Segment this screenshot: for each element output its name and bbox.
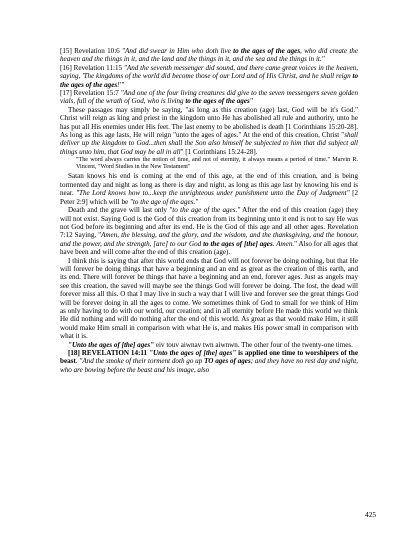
emphasis-run: "Unto the ages of [the] ages" (68, 340, 155, 349)
emphasis-run: , who did create the heaven and the things in it, and the land and the things in it, and the sea and the things in it." (60, 47, 358, 64)
emphasis-run: "And the seventh messenger did sound, and there came great voices in the heaven, saying, 'The kingdoms of the world did become those of our Lord and of His Christ, and he shall reign (60, 63, 359, 81)
emphasis-run: to the ages of [the] ages (203, 239, 273, 248)
emphasis-run: " (249, 97, 253, 106)
paragraph-satan: Satan knows his end is coming at the end of this age, at the end of this creation, and is being tormented day and night as long as there is day and night, as long as this age last by knowing his end is near. "The Lord knows how to...keep the unrighteous under punishment unto the Day of Judgment" [2 Peter 2:9] which will be "to the age of the ages." (60, 172, 358, 206)
emphasis-run: "to the age of the ages." (129, 197, 199, 206)
emphasis-run: . " (75, 357, 83, 366)
emphasis-run: shall deliver up the kingdom to God...then shall the Son also himself be subjected to him that did subject all things unto him, that God may be all in all (60, 131, 358, 156)
emphasis-run: "And did swear in Him who doth live (122, 47, 234, 55)
emphasis-run: . Amen. (272, 239, 295, 248)
emphasis-run: is applied one time to worshipers of the beast (60, 349, 358, 366)
emphasis-run: "And one of the four living creatures did give to the seven messengers seven golden vials, full of the wrath of God, who is living (60, 89, 358, 106)
emphasis-run: [18] REVELATION 14:11 (68, 349, 150, 357)
emphasis-run: "to the age of the ages." (169, 206, 241, 215)
paragraph-death-and-grave: Death and the grave will last only "to the age of the ages." After the end of this creation (age) they will not exist. Saying God is the God of this creation from its beginning unto it end is not to say He was not God before its beginning and after its end. He is the God of this age and all other ages. Revelation 7:12 Saying, "Amen, the blessing, and the glory, and the wisdom, and the thanksgiving, and the honour, and the power, and the strength, [are] to our God to the ages of [the] ages. Amen." Also for all ages that have been and will come after the end of this creation (age). (60, 206, 358, 257)
paragraph-greek-phrase: "Unto the ages of [the] ages" eiv touv aiwnav twn aiwnwn. The other four of the twenty-one times. (68, 340, 353, 349)
page-number: 425 (365, 510, 377, 519)
paragraph-commentary: These passages may simply be saying, "as long as this creation (age) last, God will be it's God." Christ will reign as king and priest in the kingdom unto He has abolished all rule and authority, unto he has put all His enemies under His feet. The last enemy to be abolished is death [1 Corinthians 15:20-28]. As long as this age lasts, He will reign "unto the ages of ages." At the end of this creation, Christ "shall deliver up the kingdom to God...then shall the Son also himself be subjected to him that did subject all things unto him, that God may be all in all" [1 Corinthians 15:24-28]. (60, 105, 358, 156)
emphasis-run: to the ages of the ages (233, 47, 301, 55)
emphasis-run: Amen, the blessing, and the glory, and the wisdom, and the thanksgiving, and the honour, and the power, and the strength, [are] to our God (60, 231, 358, 248)
paragraph-revelation-11-15: [16] Revelation 11:15 "And the seventh messenger did sound, and there came great voices in the heaven, saying, 'The kingdoms of the world did become those of our Lord and of His Christ, and he shall reign to the ages of the ages!'" (60, 63, 359, 89)
emphasis-run: And the smoke of their torment doth go up (82, 357, 205, 366)
paragraph-reflection: I think this is saying that after this world ends that God will not forever be doing nothing, but that He will forever be doing things that have a beginning and an end as great as the creation of this earth, and its end. There will forever be things that have a beginning and an end, forever ages. Just as angels may see this creation, the saved will maybe see the things God will forever be doing. The lost, the dead will forever miss all this. O that I may live in such a way that I will live and forever see the great things God will be forever doing in all the ages to come. We sometimes think of God to small for we think of Him as only having to do with our world, our creation; and in all eternity before He made this world we think He did nothing and will do nothing after the end of this world. As great as that would make Him, it still would make Him small in comparison with what He is, and makes His power small in comparison with what it is. (60, 256, 358, 341)
emphasis-run: "Unto the ages of [the] ages" (149, 349, 237, 357)
paragraph-revelation-10-6: [15] Revelation 10:6 "And did swear in Him who doth live to the ages of the ages, who did create the heaven and the things in it, and the land and the things in it, and the sea and the things in it." (60, 47, 358, 64)
emphasis-run: to the ages of the ages (60, 72, 358, 89)
body-text (60, 47, 358, 374)
paragraph-revelation-14-11 (60, 349, 358, 374)
vincent-quote: "The word always carries the notion of time, and not of eternity, it always means a period of time." Marvin R. Vincent, "Word Studies in the New Testament" (76, 157, 358, 171)
paragraph-revelation-15-7: [17] Revelation 15:7 "And one of the four living creatures did give to the seven messengers seven golden vials, full of the wrath of God, who is living to the ages of the ages" (60, 89, 358, 106)
emphasis-run: !'" (117, 80, 124, 89)
emphasis-run: to the ages of the ages (185, 97, 250, 106)
emphasis-run: TO ages of ages (204, 357, 251, 366)
emphasis-run: ; and they have no rest day and night, who are bowing before the beast and his image, also (60, 357, 358, 374)
emphasis-run: "The Lord knows how to...keep the unrighteous under punishment unto the Day of Judgment" (76, 189, 350, 198)
